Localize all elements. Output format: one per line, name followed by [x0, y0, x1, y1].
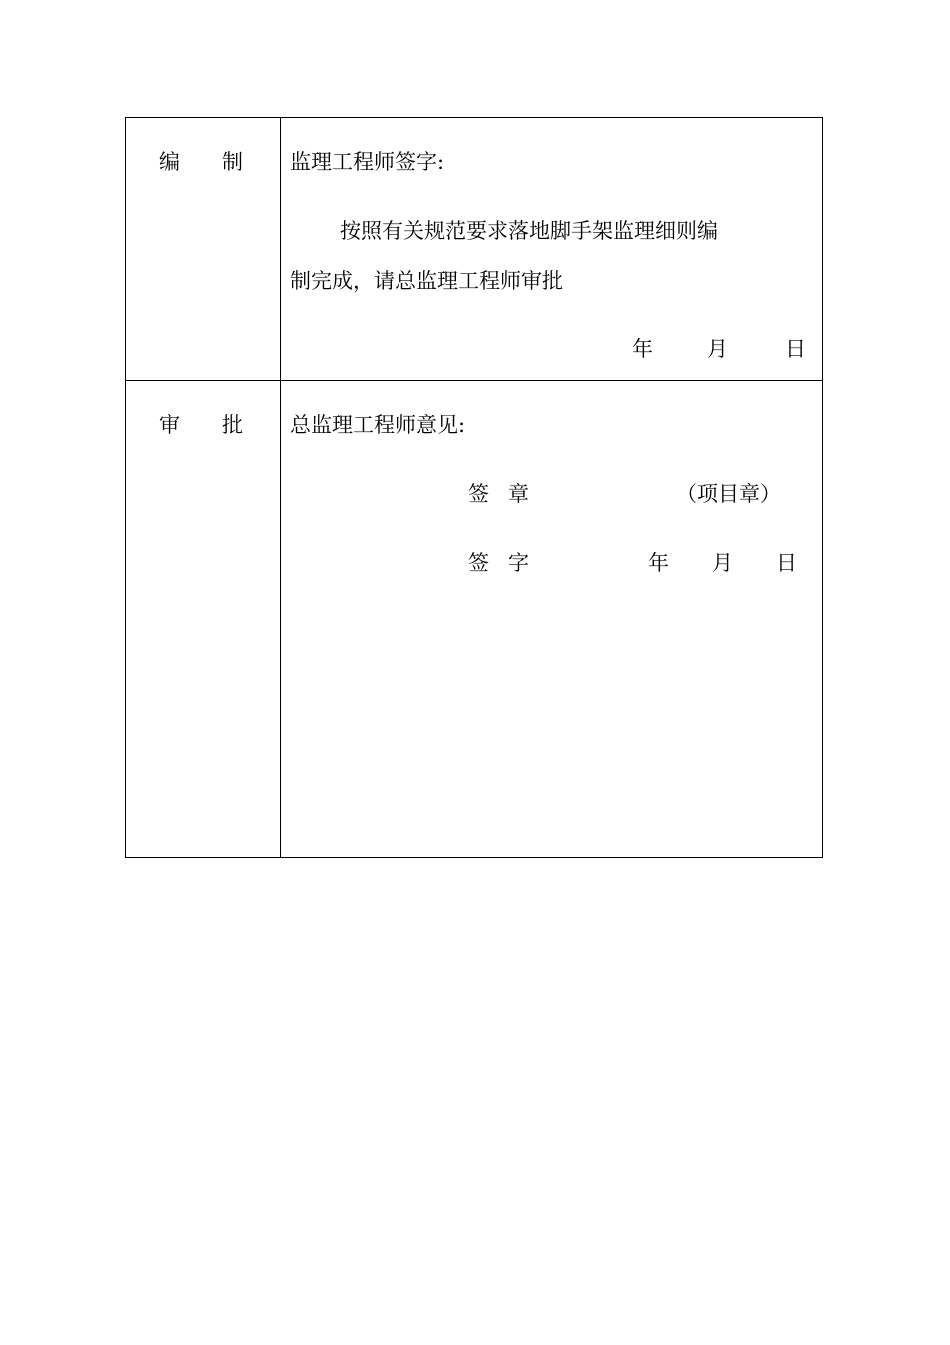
compile-body-line-2: 制完成，请总监理工程师审批	[290, 269, 563, 293]
compile-date-day: 日	[785, 337, 806, 361]
approve-row	[126, 380, 822, 857]
compile-row	[126, 118, 822, 381]
seal-label-char-1: 签	[468, 482, 489, 506]
approve-label-char-1: 审	[159, 413, 180, 437]
compile-label-char-1: 编	[159, 150, 180, 174]
supervisor-signature-label: 监理工程师签字:	[290, 150, 445, 174]
approval-form-table	[125, 117, 823, 858]
sign-label-char-2: 字	[508, 551, 529, 575]
compile-date-month: 月	[707, 337, 728, 361]
column-divider	[280, 118, 281, 380]
approve-label-char-2: 批	[222, 413, 243, 437]
approve-date-year: 年	[648, 551, 669, 575]
compile-label-char-2: 制	[222, 150, 243, 174]
compile-date-year: 年	[632, 337, 653, 361]
project-seal-note: （项目章）	[676, 482, 781, 506]
approve-date-day: 日	[776, 551, 797, 575]
column-divider	[280, 380, 281, 857]
sign-label-char-1: 签	[468, 551, 489, 575]
compile-body-line-1: 按照有关规范要求落地脚手架监理细则编	[340, 219, 718, 243]
seal-label-char-2: 章	[508, 482, 529, 506]
chief-supervisor-opinion-label: 总监理工程师意见:	[290, 413, 466, 437]
approve-date-month: 月	[712, 551, 733, 575]
